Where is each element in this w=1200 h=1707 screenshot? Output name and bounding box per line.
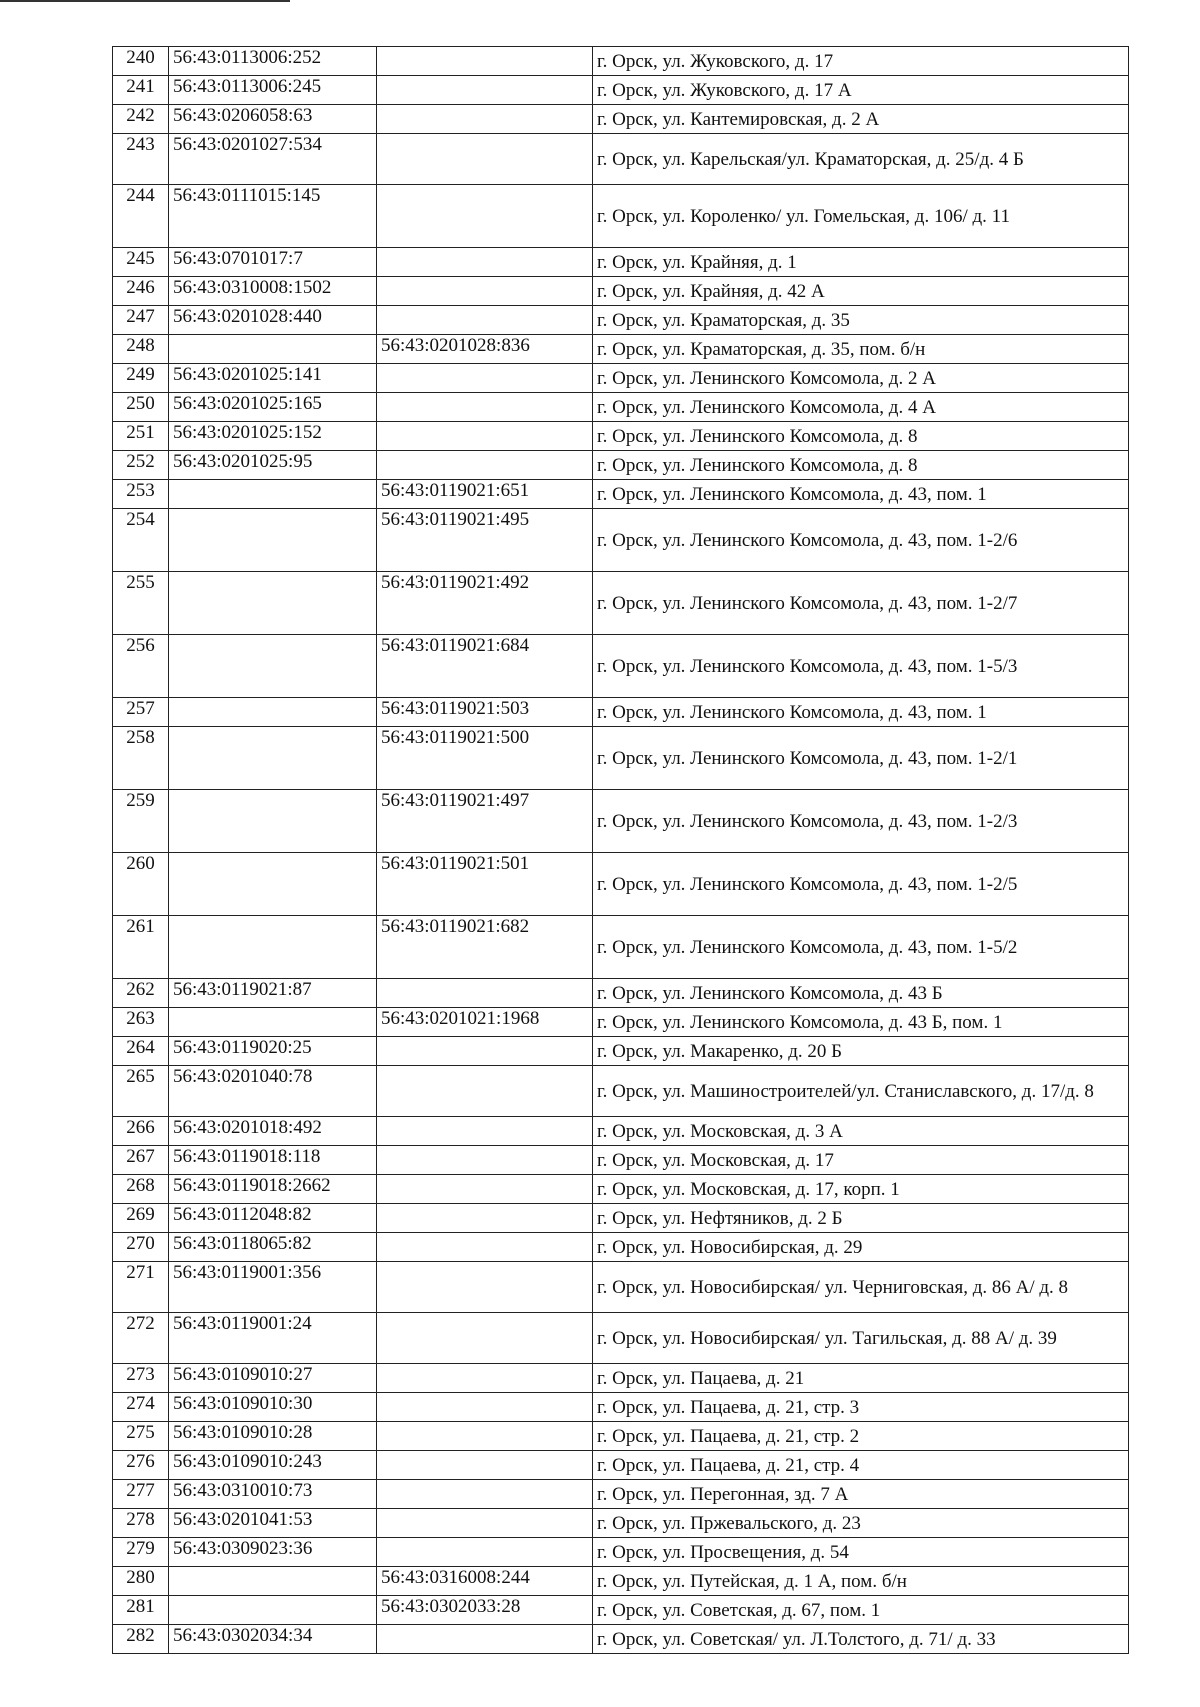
land-cadastral-number: 56:43:0109010:28	[169, 1422, 377, 1451]
premises-cadastral-number: 56:43:0119021:684	[377, 635, 593, 698]
premises-cadastral-number	[377, 1538, 593, 1567]
premises-cadastral-number: 56:43:0119021:495	[377, 509, 593, 572]
premises-cadastral-number: 56:43:0119021:503	[377, 698, 593, 727]
land-cadastral-number: 56:43:0109010:27	[169, 1364, 377, 1393]
premises-cadastral-number	[377, 1364, 593, 1393]
row-number: 274	[113, 1393, 169, 1422]
row-number: 276	[113, 1451, 169, 1480]
table-row	[113, 635, 1129, 698]
premises-cadastral-number	[377, 277, 593, 306]
land-cadastral-number	[169, 635, 377, 698]
premises-cadastral-number: 56:43:0302033:28	[377, 1596, 593, 1625]
row-number: 282	[113, 1625, 169, 1654]
row-number: 256	[113, 635, 169, 698]
premises-cadastral-number	[377, 1509, 593, 1538]
premises-cadastral-number: 56:43:0201028:836	[377, 335, 593, 364]
land-cadastral-number: 56:43:0309023:36	[169, 1538, 377, 1567]
table-row	[113, 916, 1129, 979]
land-cadastral-number	[169, 1567, 377, 1596]
address: г. Орск, ул. Ленинского Комсомола, д. 43, пом. 1-5/3	[593, 635, 1129, 698]
premises-cadastral-number	[377, 393, 593, 422]
premises-cadastral-number: 56:43:0119021:501	[377, 853, 593, 916]
row-number: 279	[113, 1538, 169, 1567]
table-row	[113, 1117, 1129, 1146]
premises-cadastral-number	[377, 1422, 593, 1451]
premises-cadastral-number	[377, 979, 593, 1008]
row-number: 278	[113, 1509, 169, 1538]
land-cadastral-number: 56:43:0111015:145	[169, 185, 377, 248]
row-number: 247	[113, 306, 169, 335]
address: г. Орск, ул. Новосибирская, д. 29	[593, 1233, 1129, 1262]
address: г. Орск, ул. Московская, д. 3 А	[593, 1117, 1129, 1146]
table-row	[113, 1262, 1129, 1313]
row-number: 251	[113, 422, 169, 451]
land-cadastral-number: 56:43:0701017:7	[169, 248, 377, 277]
row-number: 265	[113, 1066, 169, 1117]
row-number: 257	[113, 698, 169, 727]
table-row	[113, 1364, 1129, 1393]
table-row	[113, 1538, 1129, 1567]
address: г. Орск, ул. Жуковского, д. 17 А	[593, 76, 1129, 105]
row-number: 280	[113, 1567, 169, 1596]
land-cadastral-number: 56:43:0201028:440	[169, 306, 377, 335]
table-row	[113, 1422, 1129, 1451]
premises-cadastral-number	[377, 248, 593, 277]
land-cadastral-number: 56:43:0119001:356	[169, 1262, 377, 1313]
land-cadastral-number: 56:43:0201025:152	[169, 422, 377, 451]
row-number: 267	[113, 1146, 169, 1175]
table-row	[113, 1066, 1129, 1117]
row-number: 259	[113, 790, 169, 853]
table-row	[113, 572, 1129, 635]
premises-cadastral-number	[377, 364, 593, 393]
address: г. Орск, ул. Московская, д. 17, корп. 1	[593, 1175, 1129, 1204]
address: г. Орск, ул. Пацаева, д. 21, стр. 2	[593, 1422, 1129, 1451]
address: г. Орск, ул. Ленинского Комсомола, д. 43, пом. 1-2/5	[593, 853, 1129, 916]
row-number: 250	[113, 393, 169, 422]
table-row	[113, 248, 1129, 277]
premises-cadastral-number	[377, 1233, 593, 1262]
land-cadastral-number: 56:43:0206058:63	[169, 105, 377, 134]
row-number: 268	[113, 1175, 169, 1204]
premises-cadastral-number: 56:43:0119021:500	[377, 727, 593, 790]
premises-cadastral-number	[377, 1393, 593, 1422]
address: г. Орск, ул. Краматорская, д. 35, пом. б/н	[593, 335, 1129, 364]
table-row	[113, 790, 1129, 853]
address: г. Орск, ул. Крайняя, д. 42 А	[593, 277, 1129, 306]
row-number: 266	[113, 1117, 169, 1146]
row-number: 272	[113, 1313, 169, 1364]
table-row	[113, 134, 1129, 185]
row-number: 254	[113, 509, 169, 572]
scan-edge-mark	[0, 0, 290, 2]
land-cadastral-number: 56:43:0201025:165	[169, 393, 377, 422]
land-cadastral-number	[169, 572, 377, 635]
land-cadastral-number: 56:43:0310010:73	[169, 1480, 377, 1509]
row-number: 241	[113, 76, 169, 105]
address: г. Орск, ул. Ленинского Комсомола, д. 8	[593, 422, 1129, 451]
premises-cadastral-number	[377, 47, 593, 76]
premises-cadastral-number: 56:43:0316008:244	[377, 1567, 593, 1596]
premises-cadastral-number	[377, 1117, 593, 1146]
land-cadastral-number: 56:43:0310008:1502	[169, 277, 377, 306]
row-number: 253	[113, 480, 169, 509]
row-number: 281	[113, 1596, 169, 1625]
address: г. Орск, ул. Пацаева, д. 21	[593, 1364, 1129, 1393]
table-row	[113, 480, 1129, 509]
premises-cadastral-number	[377, 422, 593, 451]
land-cadastral-number: 56:43:0302034:34	[169, 1625, 377, 1654]
row-number: 255	[113, 572, 169, 635]
premises-cadastral-number	[377, 76, 593, 105]
row-number: 262	[113, 979, 169, 1008]
row-number: 245	[113, 248, 169, 277]
address: г. Орск, ул. Макаренко, д. 20 Б	[593, 1037, 1129, 1066]
premises-cadastral-number	[377, 1262, 593, 1313]
premises-cadastral-number	[377, 134, 593, 185]
row-number: 260	[113, 853, 169, 916]
address: г. Орск, ул. Просвещения, д. 54	[593, 1538, 1129, 1567]
row-number: 270	[113, 1233, 169, 1262]
land-cadastral-number	[169, 480, 377, 509]
row-number: 277	[113, 1480, 169, 1509]
land-cadastral-number: 56:43:0201025:141	[169, 364, 377, 393]
premises-cadastral-number: 56:43:0119021:492	[377, 572, 593, 635]
land-cadastral-number	[169, 727, 377, 790]
table-row	[113, 698, 1129, 727]
address: г. Орск, ул. Московская, д. 17	[593, 1146, 1129, 1175]
table-row	[113, 1037, 1129, 1066]
premises-cadastral-number	[377, 1204, 593, 1233]
address: г. Орск, ул. Ленинского Комсомола, д. 43, пом. 1	[593, 698, 1129, 727]
land-cadastral-number: 56:43:0118065:82	[169, 1233, 377, 1262]
table-row	[113, 1233, 1129, 1262]
land-cadastral-number: 56:43:0201040:78	[169, 1066, 377, 1117]
land-cadastral-number: 56:43:0119021:87	[169, 979, 377, 1008]
row-number: 264	[113, 1037, 169, 1066]
table-row	[113, 1008, 1129, 1037]
row-number: 249	[113, 364, 169, 393]
row-number: 271	[113, 1262, 169, 1313]
table-row	[113, 853, 1129, 916]
table-row	[113, 422, 1129, 451]
table-row	[113, 1480, 1129, 1509]
table-row	[113, 335, 1129, 364]
land-cadastral-number: 56:43:0201025:95	[169, 451, 377, 480]
table-row	[113, 1146, 1129, 1175]
premises-cadastral-number: 56:43:0201021:1968	[377, 1008, 593, 1037]
land-cadastral-number: 56:43:0119020:25	[169, 1037, 377, 1066]
table-row	[113, 1313, 1129, 1364]
land-cadastral-number: 56:43:0201018:492	[169, 1117, 377, 1146]
property-table	[112, 46, 1129, 1654]
table-row	[113, 979, 1129, 1008]
row-number: 258	[113, 727, 169, 790]
table-row	[113, 306, 1129, 335]
table-row	[113, 47, 1129, 76]
address: г. Орск, ул. Кантемировская, д. 2 А	[593, 105, 1129, 134]
address: г. Орск, ул. Пацаева, д. 21, стр. 3	[593, 1393, 1129, 1422]
table-row	[113, 277, 1129, 306]
premises-cadastral-number: 56:43:0119021:682	[377, 916, 593, 979]
property-table-body	[113, 47, 1129, 1654]
premises-cadastral-number	[377, 1451, 593, 1480]
premises-cadastral-number: 56:43:0119021:651	[377, 480, 593, 509]
address: г. Орск, ул. Ленинского Комсомола, д. 43, пом. 1-2/1	[593, 727, 1129, 790]
table-row	[113, 1596, 1129, 1625]
row-number: 248	[113, 335, 169, 364]
land-cadastral-number: 56:43:0201041:53	[169, 1509, 377, 1538]
row-number: 244	[113, 185, 169, 248]
address: г. Орск, ул. Ленинского Комсомола, д. 2 А	[593, 364, 1129, 393]
address: г. Орск, ул. Крайняя, д. 1	[593, 248, 1129, 277]
premises-cadastral-number	[377, 105, 593, 134]
table-row	[113, 393, 1129, 422]
table-row	[113, 509, 1129, 572]
row-number: 252	[113, 451, 169, 480]
address: г. Орск, ул. Краматорская, д. 35	[593, 306, 1129, 335]
address: г. Орск, ул. Новосибирская/ ул. Тагильская, д. 88 А/ д. 39	[593, 1313, 1129, 1364]
premises-cadastral-number	[377, 1037, 593, 1066]
address: г. Орск, ул. Ленинского Комсомола, д. 43 Б, пом. 1	[593, 1008, 1129, 1037]
address: г. Орск, ул. Пржевальского, д. 23	[593, 1509, 1129, 1538]
land-cadastral-number: 56:43:0119018:2662	[169, 1175, 377, 1204]
address: г. Орск, ул. Машиностроителей/ул. Станиславского, д. 17/д. 8	[593, 1066, 1129, 1117]
land-cadastral-number	[169, 853, 377, 916]
table-row	[113, 1451, 1129, 1480]
premises-cadastral-number: 56:43:0119021:497	[377, 790, 593, 853]
row-number: 273	[113, 1364, 169, 1393]
premises-cadastral-number	[377, 1625, 593, 1654]
premises-cadastral-number	[377, 451, 593, 480]
address: г. Орск, ул. Перегонная, зд. 7 А	[593, 1480, 1129, 1509]
table-row	[113, 76, 1129, 105]
premises-cadastral-number	[377, 1480, 593, 1509]
address: г. Орск, ул. Советская/ ул. Л.Толстого, д. 71/ д. 33	[593, 1625, 1129, 1654]
land-cadastral-number: 56:43:0113006:245	[169, 76, 377, 105]
land-cadastral-number	[169, 1008, 377, 1037]
row-number: 243	[113, 134, 169, 185]
premises-cadastral-number	[377, 306, 593, 335]
row-number: 246	[113, 277, 169, 306]
land-cadastral-number	[169, 1596, 377, 1625]
address: г. Орск, ул. Ленинского Комсомола, д. 43, пом. 1-2/3	[593, 790, 1129, 853]
address: г. Орск, ул. Карельская/ул. Краматорская, д. 25/д. 4 Б	[593, 134, 1129, 185]
table-row	[113, 105, 1129, 134]
row-number: 240	[113, 47, 169, 76]
address: г. Орск, ул. Нефтяников, д. 2 Б	[593, 1204, 1129, 1233]
row-number: 263	[113, 1008, 169, 1037]
land-cadastral-number	[169, 335, 377, 364]
land-cadastral-number: 56:43:0109010:30	[169, 1393, 377, 1422]
premises-cadastral-number	[377, 1313, 593, 1364]
table-row	[113, 1625, 1129, 1654]
land-cadastral-number: 56:43:0119018:118	[169, 1146, 377, 1175]
land-cadastral-number	[169, 916, 377, 979]
row-number: 261	[113, 916, 169, 979]
address: г. Орск, ул. Ленинского Комсомола, д. 43, пом. 1-2/7	[593, 572, 1129, 635]
premises-cadastral-number	[377, 1066, 593, 1117]
table-row	[113, 1175, 1129, 1204]
table-row	[113, 1509, 1129, 1538]
land-cadastral-number: 56:43:0119001:24	[169, 1313, 377, 1364]
row-number: 269	[113, 1204, 169, 1233]
address: г. Орск, ул. Ленинского Комсомола, д. 43 Б	[593, 979, 1129, 1008]
table-row	[113, 1204, 1129, 1233]
land-cadastral-number	[169, 509, 377, 572]
land-cadastral-number: 56:43:0112048:82	[169, 1204, 377, 1233]
land-cadastral-number	[169, 698, 377, 727]
address: г. Орск, ул. Новосибирская/ ул. Черниговская, д. 86 А/ д. 8	[593, 1262, 1129, 1313]
table-row	[113, 185, 1129, 248]
address: г. Орск, ул. Ленинского Комсомола, д. 43, пом. 1	[593, 480, 1129, 509]
land-cadastral-number: 56:43:0113006:252	[169, 47, 377, 76]
table-row	[113, 364, 1129, 393]
address: г. Орск, ул. Ленинского Комсомола, д. 43, пом. 1-5/2	[593, 916, 1129, 979]
address: г. Орск, ул. Ленинского Комсомола, д. 4 А	[593, 393, 1129, 422]
row-number: 242	[113, 105, 169, 134]
premises-cadastral-number	[377, 1175, 593, 1204]
premises-cadastral-number	[377, 1146, 593, 1175]
row-number: 275	[113, 1422, 169, 1451]
land-cadastral-number: 56:43:0201027:534	[169, 134, 377, 185]
address: г. Орск, ул. Жуковского, д. 17	[593, 47, 1129, 76]
address: г. Орск, ул. Ленинского Комсомола, д. 8	[593, 451, 1129, 480]
address: г. Орск, ул. Ленинского Комсомола, д. 43, пом. 1-2/6	[593, 509, 1129, 572]
address: г. Орск, ул. Пацаева, д. 21, стр. 4	[593, 1451, 1129, 1480]
table-row	[113, 1567, 1129, 1596]
address: г. Орск, ул. Путейская, д. 1 А, пом. б/н	[593, 1567, 1129, 1596]
land-cadastral-number	[169, 790, 377, 853]
address: г. Орск, ул. Советская, д. 67, пом. 1	[593, 1596, 1129, 1625]
table-row	[113, 727, 1129, 790]
table-row	[113, 451, 1129, 480]
premises-cadastral-number	[377, 185, 593, 248]
address: г. Орск, ул. Короленко/ ул. Гомельская, д. 106/ д. 11	[593, 185, 1129, 248]
table-row	[113, 1393, 1129, 1422]
land-cadastral-number: 56:43:0109010:243	[169, 1451, 377, 1480]
